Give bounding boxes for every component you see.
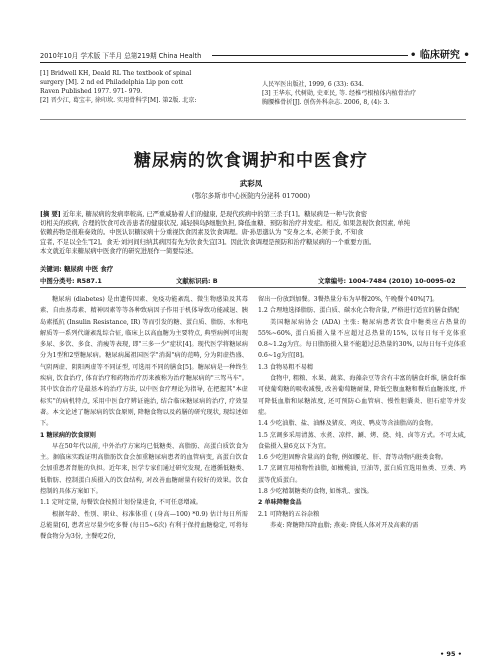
references-divider [40,119,466,120]
paragraph: 根据年龄、性别、职业、标准体重 ( (身高—100) *0.9) 估计每日所需总能量[6], 患者应尽量少吃多餐 (每日5~6次) 有利于保持血糖稳定, 可将每餐食物分为3份, 主餐吃2份, [40,510,248,541]
subsection-heading: 1.8 少吃精制糖类的食物, 如炼乳、蜜饯。 [258,488,373,496]
subsection-heading: 1.7 烹调宜用植物性油脂, 如橄榄油, 豆油等, 蛋白质宜选用鱼类、豆类、鸡蛋等优质蛋白。 [258,465,466,484]
paragraph: 早在50年代以前, 中外治疗方案均已低糖类、高脂肪、高蛋白质饮食为主。据临床实践证明高脂肪饮食会加重糖尿病患者的血管病变, 高蛋白饮食会加重患者肾脏的负担。近年来, 医学专家们通过研究发现, 在遵循低糖类、低脂肪、控制蛋白质摄入的饮食结构, 对改善血糖耐量有较好的效果。饮食控制的具体方案如下。 [40,442,248,496]
abstract-divider [40,287,466,288]
subsection-heading: 1.3 食物易粗不易精 [258,363,314,371]
page-number: • 95 • [440,650,462,658]
abstract-line: 本文就近年来糖尿病中医食疗的研究进展作一简要综述。 [40,247,198,255]
reference-line: [3] 王华东, 代树勋, 史亚民, 等. 经椎弓根植体内植骨治疗 [262,90,417,97]
section-label: • 临床研究 • [410,50,470,61]
references-right [262,80,416,107]
paragraph: 食物中, 粗粮、水果、蔬菜、海藻杂豆等含有丰富的膳食纤维, 膳食纤维可使葡萄糖的吸收减慢, 改善葡萄糖耐量, 降低空腹血糖和餐后血糖浓度, 并可降低血脂和尿糖浓度, 还可预防心血管病、慢性胆囊炎、胆石症等并发症。 [258,375,466,416]
abstract-line: 依赖药物是很难奏效的。中医认识糖尿病十分重视饮食因素及饮食调理。唐·孙思邈认为 "安身之本, 必须于食, 不知食 [40,229,364,237]
subsection-heading: 1.5 烹调多采用清蒸、水煮、凉拌、涮、烤、烧、炖、卤等方式。不可太咸, 食盐摄入量6克以下为宜。 [258,431,466,450]
subsection-heading: 1.6 少吃胆固醇含量高的食物, 例如腰花、肝、肾等动物内脏类食物。 [258,454,447,462]
reference-line: 胸腰椎骨折[J]. 创伤外科杂志. 2006, 8, (4): 3. [262,99,390,106]
header-rule [212,55,408,56]
keywords: 关键词: 糖尿病 中医 食疗 [40,265,114,273]
reference-line: 人民军医出版社, 1999, 6 (33): 634. [262,81,364,88]
paragraph: 荞麦: 降糖降压降血脂; 燕麦: 降低人体对开及高素的需 [270,521,419,529]
abstract [40,210,468,256]
subsection-heading: 2.1 可降糖的五谷杂粮 [258,510,320,518]
subsection-heading: 1.4 少吃油脂、盐、油酥及猪皮、鸡皮、鸭皮等含油脂高的食物。 [258,420,437,428]
section-heading: 2 单味降糖食品 [258,499,302,507]
paragraph: 美国糖尿病协会 (ADA) 主张: 糖尿病患者饮食中糖类应占热量的55%~60%, 蛋白质摄入量不应超过总热量的15%, 以每日每千克体重0.8~1.2g为宜。每日脂肪摄入量不能超过总热量的30%, 以每日每千克体重0.6~1g为宜[8]。 [258,318,466,360]
document-code: 文献标识码: B [176,277,218,285]
header-underline [40,62,466,63]
reference-line: Raven Published 1977. 971- 979. [40,88,143,95]
body-left-column [40,294,248,644]
body-right-column [258,294,466,644]
article-title: 糖尿病的饮食调护和中医食疗 [134,151,368,171]
author-affiliation: (鄂尔多斯市中心医院内分泌科 017000) [191,192,311,200]
abstract-line: 近年来, 糖尿病的发病率較高, 已严重威胁着人们的健康, 是现代疾病中的第三杀手[1]。糖尿病是一种与饮食密 [62,211,368,218]
reference-line: [1] Bridwell KH, Deald RL The textbook of spinal [40,70,192,77]
subsection-heading: 1.2 合理地选择脂肪、蛋白质、碳水化合物含量, 严格进行适宜的膳食搭配 [258,307,460,315]
paragraph: 糖尿病 (diabetes) 是由遗传因素、免疫功能紊乱、微生物感染及其毒素、自由基毒素、精神因素等等各种致病因子作用于机体导致功能减退、胰岛素抵抗 (Insulin Resistance, IR) 等而引发的糖、蛋白质、脂肪、水和电解质等一系列代谢紊乱综合征, 临床上以高血糖为主要特点, 典型病例可出现多尿、多饮、多食、消瘦等表现, 即"三多一少"症状[4]。现代医学将糖尿病分为1型和2型糖尿病。糖尿病属祖国医学"消渴"病的范畴, 分为阴虚热盛、气阴两虚、阴阳两虚等不同证型, 可选用不同的膳食[5]。糖尿病是一种终生疾病, 饮食治疗, 体育治疗和药物治疗历来被称为治疗糖尿病的"三驾马车"。其中饮食治疗是最基本的治疗方法, 以中医食疗理论为指导, 在把握其"本虚标实"的病机特点, 采用中医食疗辨证施治, 结合临床糖尿病的治疗, 疗效显著。本文论述了糖尿病的饮食原则, 降糖食物以及药膳的研究现状, 现综述如下。 [40,296,248,428]
subsection-heading: 1.1 定时定量, 每餐饮食按照计划份量进食, 不可任意增减。 [40,499,202,507]
reference-line: [2] 晋少江, 葛宝丰, 徐印坎. 实用骨科学[M]. 第2版. 北京: [40,97,197,104]
references-left [40,69,197,105]
article-number: 文章编号: 1004-7484 (2010) 10-0095-02 [318,277,456,285]
classification-number: 中图分类号: R587.1 [40,277,102,285]
reference-line: surgery [M]. 2 nd ed Philadelphia Lip pon cott [40,79,184,86]
abstract-line: 宜者, 不足以全生"[2]。食无·刘河间归纳其病因有先为饮食失宜[3]。因此饮食调理是预防和治疗糖尿病的一个重要方面。 [40,238,376,246]
abstract-line: 切相关的疾病, 合理的饮食可改善患者的健康状况, 减轻胰岛β细胞负担, 降低血糖、预防和治疗并发症。相反, 如果忽视饮食因素, 单纯 [40,220,410,228]
paragraph: 留出一份放到加餐。3餐热量分布为早餐20%, 午晚餐个40%[7]。 [258,296,439,303]
author-name: 武彩凤 [239,179,263,188]
abstract-label: [摘 要] [40,211,61,218]
running-header-left: 2010年10月 学术版 下半月 总第219期 China Health [40,52,202,60]
section-heading: 1 糖尿病的饮食原则 [40,431,96,439]
